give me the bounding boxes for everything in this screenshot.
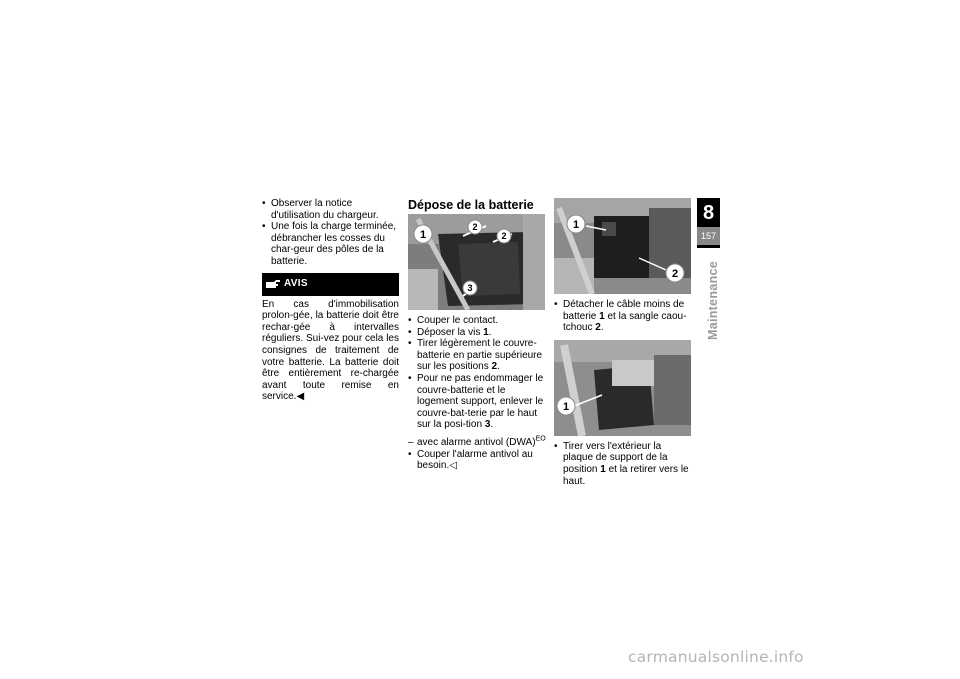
watermark: carmanualsonline.info [628, 648, 804, 666]
battery-cable-photo [554, 198, 691, 294]
bullet-list-plate [554, 441, 692, 487]
photo-label: 2 [501, 231, 507, 241]
list-item: • Tirer vers l'extérieur la plaque de support de la position 1 et la retirer vers le haut. [554, 441, 692, 487]
section-heading: Dépose de la batterie [408, 198, 534, 212]
column-2 [408, 198, 548, 472]
column-1 [262, 198, 399, 403]
list-item: • Observer la notice d'utilisation du chargeur. [262, 198, 399, 221]
bullet-list-alarm [408, 449, 548, 472]
list-item: • Une fois la charge terminée, débrancher les cosses du char-geur des pôles de la batterie. [262, 221, 399, 267]
bullet-list-removal [408, 315, 548, 431]
column-3 [554, 198, 692, 487]
photo-label: 2 [472, 222, 478, 232]
list-item: • Pour ne pas endommager le couvre-batterie et le logement support, enlever le couvre-bat-terie par le haut sur la posi-tion 3. [408, 373, 548, 431]
list-item: • Couper l'alarme antivol au besoin.◁ [408, 449, 548, 472]
photo-label: 1 [419, 229, 427, 241]
bullet-list-cable [554, 299, 692, 334]
list-item: • Déposer la vis 1. [408, 327, 548, 339]
photo-label: 1 [562, 400, 570, 413]
support-plate-photo [554, 340, 691, 436]
end-mark-icon: ◁ [449, 460, 457, 472]
condition-line: – avec alarme antivol (DWA)$^{EO}$ [408, 435, 546, 448]
photo-label: 3 [467, 283, 473, 293]
battery-cover-photo [408, 214, 545, 310]
avis-text: En cas d'immobilisation prolon-gée, la batterie doit être rechar-gée à intervalles réguliers. Sui-vez pour cela les consignes de traitement de votre batterie. La batterie doit être entièrement re-chargée avant toute remise en service.◀ [262, 298, 399, 403]
chapter-tab [697, 198, 720, 248]
end-triangle-icon: ◀ [296, 391, 305, 403]
avis-banner [262, 273, 399, 296]
bullet-list-charging [262, 198, 399, 268]
section-side-title: Maintenance [706, 260, 720, 340]
list-item: • Tirer légèrement le couvre-batterie en partie supérieure sur les positions 2. [408, 338, 548, 373]
chapter-number: 8 [702, 202, 715, 224]
photo-label: 1 [572, 219, 580, 231]
page-number: 157 [697, 227, 720, 245]
photo-label: 2 [671, 268, 679, 280]
pointing-hand-icon [262, 273, 284, 296]
list-item: • Couper le contact. [408, 315, 548, 327]
list-item: • Détacher le câble moins de batterie 1 et la sangle caou-tchouc 2. [554, 299, 692, 334]
avis-label: AVIS [284, 278, 308, 290]
